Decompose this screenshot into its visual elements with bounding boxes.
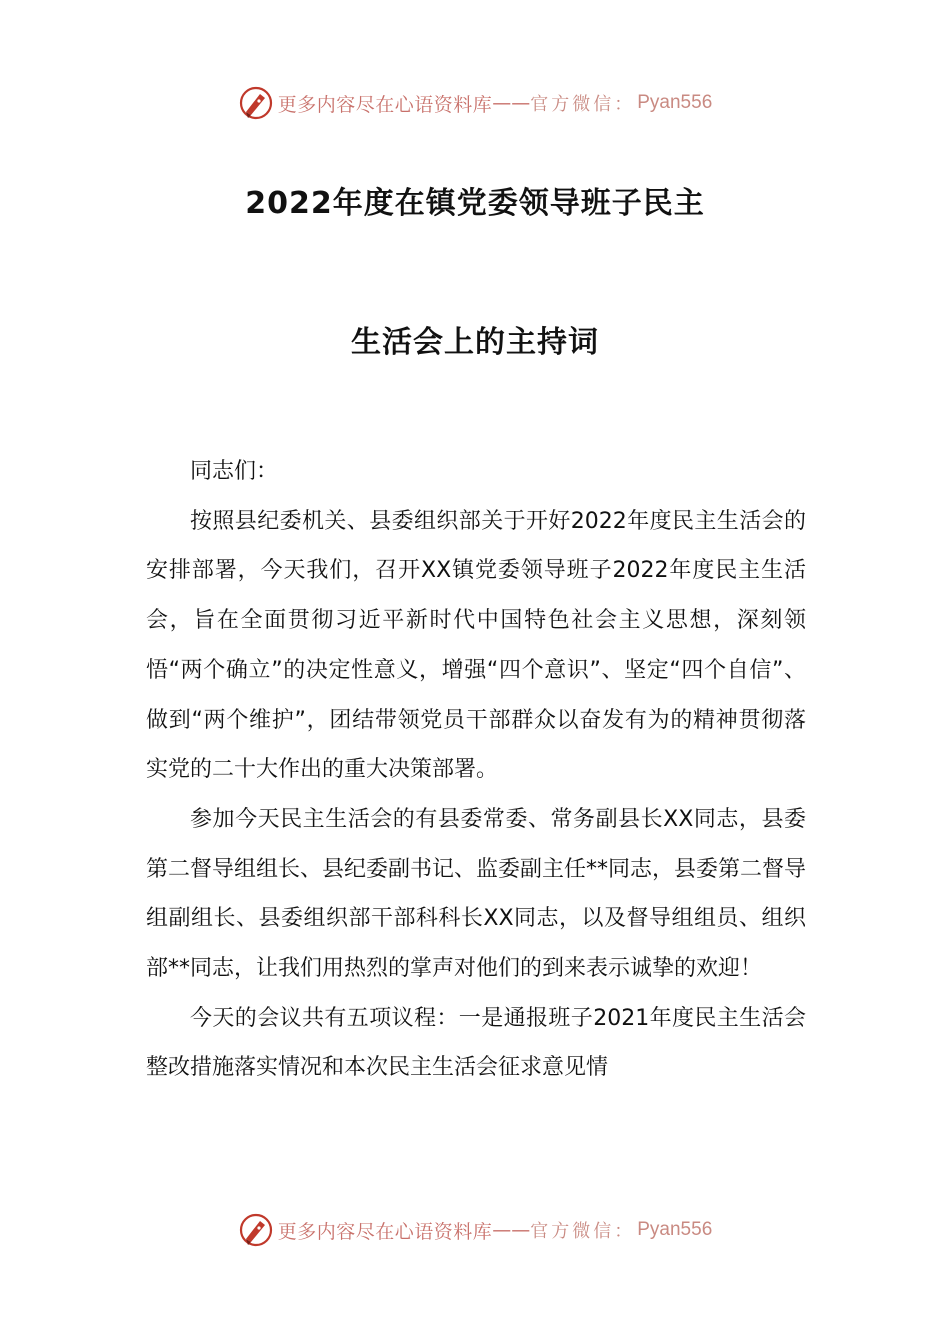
banner-wechat-handle: Pyan556: [637, 1219, 713, 1240]
banner-wechat-handle: Pyan556: [637, 92, 713, 113]
greeting: 同志们：: [190, 459, 279, 484]
banner-dash: ——: [492, 1219, 531, 1241]
banner-wechat-label: 官方微信：: [530, 1221, 636, 1242]
paragraph-2: 参加今天民主生活会的有县委常委、常务副县长XX同志，县委第二督导组组长、县纪委副书记、监委副主任**同志，县委第二督导组副组长、县委组织部干部科科长XX同志，以及督导组组员、组织部**同志，让我们用热烈的掌声对他们的到来表示诚挚的欢迎！: [146, 806, 807, 982]
paragraph-1: 按照县纪委机关、县委组织部关于开好2022年度民主生活会的安排部署，今天我们，召开XX镇党委领导班子2022年度民主生活会，旨在全面贯彻习近平新时代中国特色社会主义思想，深刻领悟“两个确立”的决定性意义，增强“四个意识”、坚定“四个自信”、做到“两个维护”，团结带领党员干部群众以奋发有为的精神贯彻落实党的二十大作出的重大决策部署。: [146, 508, 806, 783]
banner-dash: ——: [492, 92, 531, 114]
header-watermark-banner: [0, 83, 950, 123]
document-title-line2: 生活会上的主持词: [351, 325, 599, 360]
paragraph-3: 今天的会议共有五项议程：一是通报班子2021年度民主生活会整改措施落实情况和本次民主生活会征求意见情: [146, 1005, 806, 1081]
document-title-line1: 2022年度在镇党委领导班子民主: [245, 186, 705, 221]
banner-wechat-label: 官方微信：: [530, 94, 636, 115]
banner-lead-text: 更多内容尽在心语资料库: [277, 93, 493, 116]
document-body: [146, 447, 806, 1093]
pen-nib-logo-icon: [238, 85, 274, 121]
footer-watermark-banner: [0, 1210, 950, 1250]
pen-nib-logo-icon: [238, 1212, 274, 1248]
banner-lead-text: 更多内容尽在心语资料库: [277, 1220, 493, 1243]
